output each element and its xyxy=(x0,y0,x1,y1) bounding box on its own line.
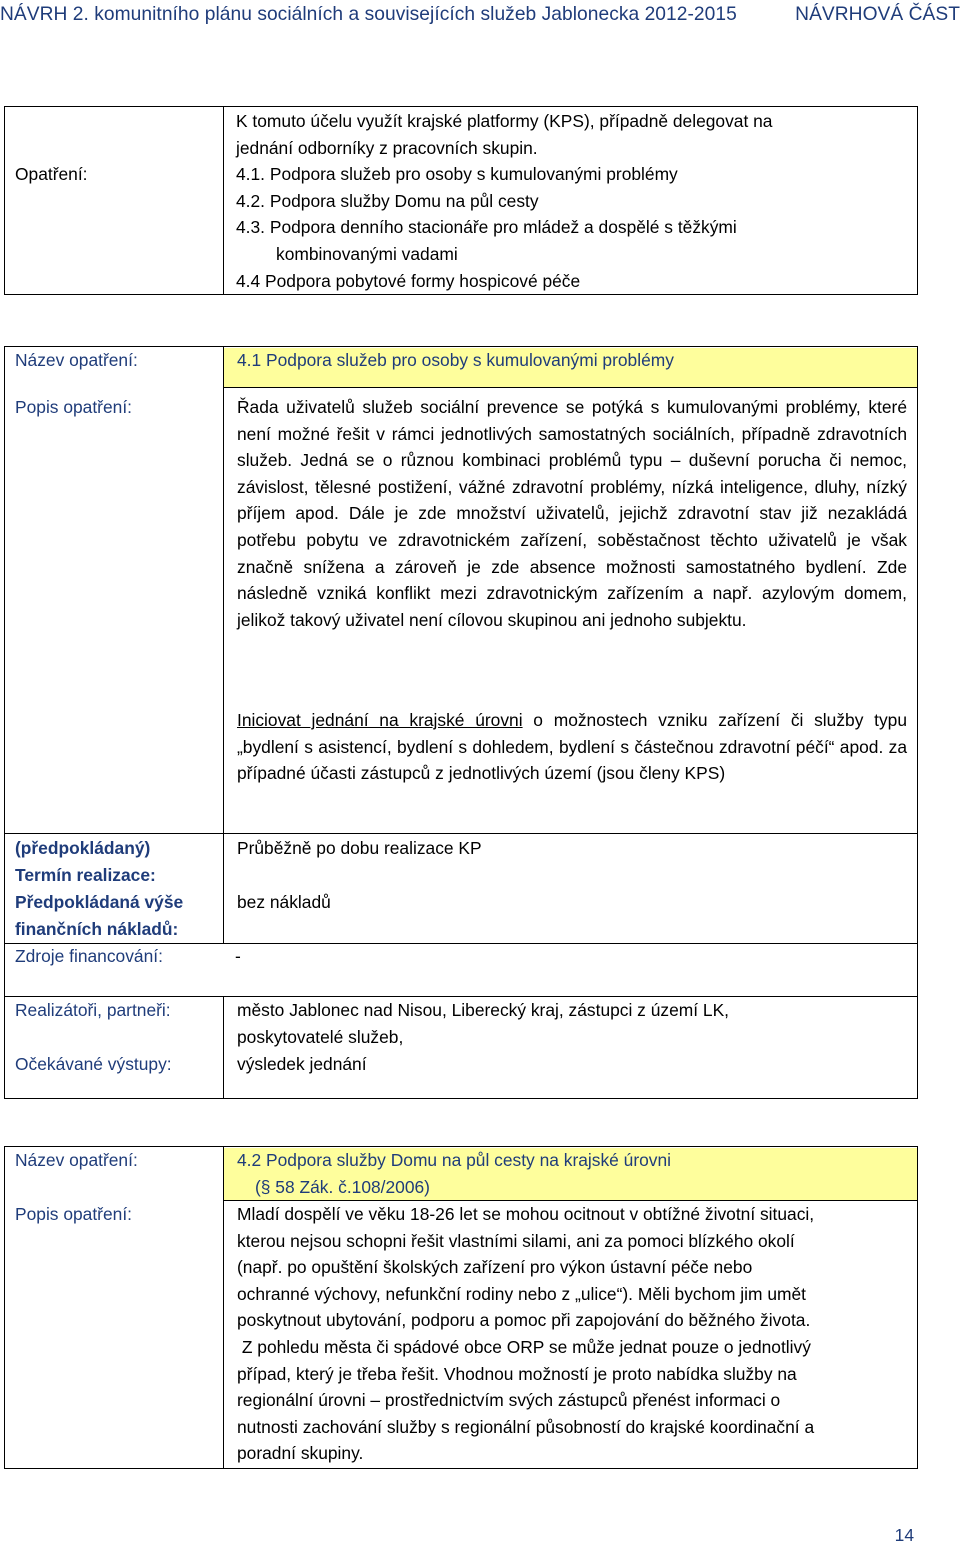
description-line: nutnosti zachování služby s regionální působností do krajské koordinační a xyxy=(237,1416,815,1437)
measure-item: 4.2. Podpora služby Domu na půl cesty xyxy=(236,190,539,211)
term-label-1: (předpokládaný) xyxy=(15,838,151,858)
outputs-value: výsledek jednání xyxy=(237,1054,367,1074)
term-label-2: Termín realizace: xyxy=(15,865,156,885)
measure-item-continuation: kombinovanými vadami xyxy=(276,243,458,264)
partners-label: Realizátoři, partneři: xyxy=(15,1000,171,1020)
funding-value: - xyxy=(235,946,241,966)
cost-value: bez nákladů xyxy=(237,892,331,912)
measure-item: 4.4 Podpora pobytové formy hospicové péče xyxy=(236,270,581,291)
description-action-paragraph xyxy=(237,707,907,787)
measure-item: 4.1. Podpora služeb pro osoby s kumulovanými problémy xyxy=(236,164,678,185)
description-line: regionální úrovni – prostřednictvím svých zástupců přenést informaci o xyxy=(237,1390,781,1411)
action-rest: o možnostech vzniku zařízení či služby typu „bydlení s asistencí, bydlení s dohledem, bydlení s částečnou zdravotní péčí“ apod. za případné účasti zástupců z jednotlivých území (jsou členy KPS) xyxy=(237,710,907,784)
description-line: poradní skupiny. xyxy=(237,1443,364,1464)
partners-value-2: poskytovatelé služeb, xyxy=(237,1027,404,1047)
description-line: poskytnout ubytování, podporu a pomoc při zapojování do běžného života. xyxy=(237,1310,811,1331)
description-label: Popis opatření: xyxy=(15,397,132,417)
measures-list xyxy=(236,108,886,294)
cost-label-2: finančních nákladů: xyxy=(15,919,179,939)
description-text xyxy=(237,1201,907,1467)
section-title: NÁVRHOVÁ ČÁST xyxy=(795,4,960,25)
partners-value-1: město Jablonec nad Nisou, Liberecký kraj, zástupci z území LK, xyxy=(237,1000,729,1020)
measure-item: 4.3. Podpora denního stacionáře pro mládež a dospělé s těžkými xyxy=(236,217,737,238)
running-header xyxy=(0,0,960,30)
intro-line: K tomuto účelu využít krajské platformy (KPS), případně delegovat na xyxy=(236,111,773,131)
name-label: Název opatření: xyxy=(15,1150,138,1170)
description-line: případ, který je třeba řešit. Vhodnou možností je proto nabídka služby na xyxy=(237,1363,797,1384)
action-underlined: Iniciovat jednání na krajské úrovni xyxy=(237,710,523,730)
description-line: (např. po opuštění školských zařízení pro výkon ústavní péče nebo xyxy=(237,1257,753,1278)
description-line: kterou nejsou schopni řešit vlastními silami, ani za pomoci blízkého okolí xyxy=(237,1230,795,1251)
description-text xyxy=(237,394,907,633)
description-label: Popis opatření: xyxy=(15,1204,132,1224)
description-line: ochranné výchovy, nefunkční rodiny nebo z „ulice“). Měli bychom jim umět xyxy=(237,1283,806,1304)
page-number: 14 xyxy=(894,1525,914,1545)
outputs-label: Očekávané výstupy: xyxy=(15,1054,172,1074)
description-paragraph: Řada uživatelů služeb sociální prevence se potýká s kumulovanými problémy, které není možné řešit v rámci jednotlivých samostatných sociálních, případně zdravotních služeb. Jedná se o různou kombinaci problémů typu – duševní porucha či nemoc, závislost, tělesné postižení, vážné zdravotní problémy, nízká inteligence, dluhy, nízký příjem apod. Dále je zde množství uživatelů, jejichž zdravotní stav již nezakládá potřebu pobytu ve zdravotnickém zařízení, soběstačnost těchto uživatelů je však značně snížena a zároveň je zde absence možnosti samostatného bydlení. Zde následně vzniká konflikt mezi zdravotnickým zařízením a např. azylovým domem, jelikož takový uživatel není cílovou skupinou ani jednoho subjektu. xyxy=(237,397,907,630)
document-title: NÁVRH 2. komunitního plánu sociálních a souvisejících služeb Jablonecka 2012-2015 xyxy=(0,4,737,25)
measure-name: 4.2 Podpora služby Domu na půl cesty na krajské úrovni xyxy=(237,1150,672,1170)
measure-name: 4.1 Podpora služeb pro osoby s kumulovanými problémy xyxy=(237,350,674,370)
description-line: Mladí dospělí ve věku 18-26 let se mohou ocitnout v obtížné životní situaci, xyxy=(237,1204,815,1224)
name-label: Název opatření: xyxy=(15,350,138,370)
description-line: Z pohledu města či spádové obce ORP se může jednat pouze o jednotlivý xyxy=(237,1336,811,1357)
intro-line: jednání odborníky z pracovních skupin. xyxy=(236,137,538,158)
cost-label-1: Předpokládaná výše xyxy=(15,892,184,912)
funding-label: Zdroje financování: xyxy=(15,946,163,966)
term-value: Průběžně po dobu realizace KP xyxy=(237,838,482,858)
legal-reference: (§ 58 Zák. č.108/2006) xyxy=(255,1177,430,1197)
description-action xyxy=(237,707,907,787)
measures-label: Opatření: xyxy=(15,164,88,184)
